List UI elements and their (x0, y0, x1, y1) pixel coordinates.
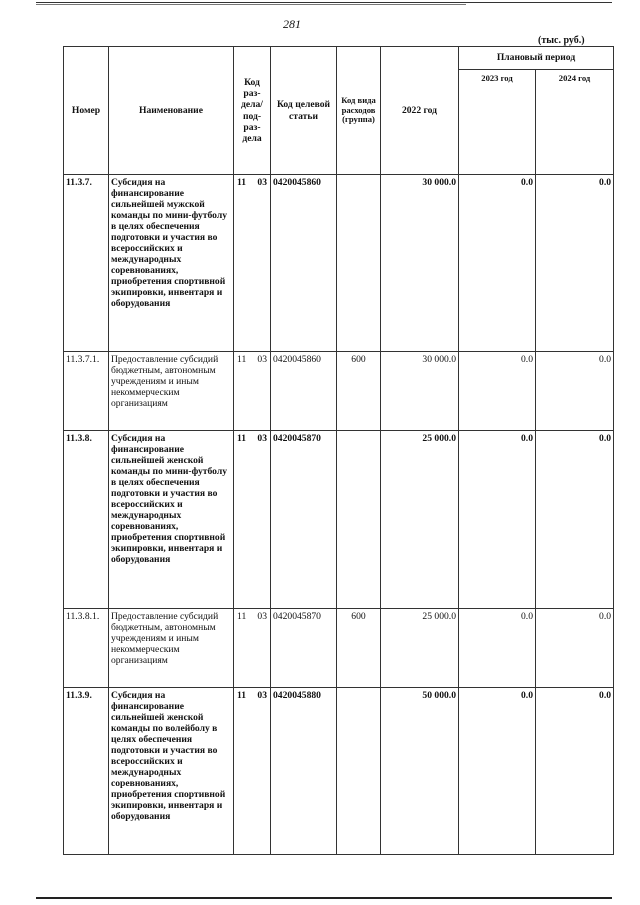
cell-2022: 25 000.0 (381, 609, 459, 688)
header-2023: 2023 год (459, 70, 536, 175)
budget-table (63, 46, 614, 855)
header-kod-razdela: Код раз-дела/ под-раз-дела (234, 47, 271, 175)
cell-vid: 600 (337, 352, 381, 431)
top-rule (36, 2, 612, 3)
cell-2023: 0.0 (459, 175, 536, 352)
cell-nomer: 11.3.8.1. (64, 609, 109, 688)
bottom-rule (36, 897, 612, 899)
cell-statya: 0420045880 (271, 688, 337, 855)
table-row (64, 609, 614, 688)
header-2022: 2022 год (381, 47, 459, 175)
header-2024: 2024 год (536, 70, 614, 175)
cell-2022: 30 000.0 (381, 175, 459, 352)
header-row (64, 47, 614, 70)
cell-name: Субсидия на финансирование сильнейшей женской команды по волейболу в целях обеспечения подготовки и участия во всероссийских и международных соревнованиях, приобретения спортивной экипировки, инвентаря и оборудования (109, 688, 234, 855)
header-planovy-period: Плановый период (459, 47, 614, 70)
cell-statya: 0420045860 (271, 175, 337, 352)
cell-razdel-code: 11 (237, 177, 247, 188)
table-row (64, 688, 614, 855)
cell-2023: 0.0 (459, 352, 536, 431)
table-row (64, 175, 614, 352)
cell-2023: 0.0 (459, 609, 536, 688)
cell-razdel-code: 11 (237, 433, 247, 444)
cell-razdel (234, 688, 271, 855)
header-kod-vida: Код вида расходов (группа) (337, 47, 381, 175)
cell-2024: 0.0 (536, 352, 614, 431)
cell-nomer: 11.3.7. (64, 175, 109, 352)
cell-razdel (234, 352, 271, 431)
header-nomer: Номер (64, 47, 109, 175)
cell-vid (337, 175, 381, 352)
cell-razdel-code: 11 (237, 354, 247, 365)
cell-name: Предоставление субсидий бюджетным, автономным учреждениям и иным некоммерческим организациям (109, 609, 234, 688)
cell-vid (337, 431, 381, 609)
cell-2023: 0.0 (459, 431, 536, 609)
cell-razdel (234, 175, 271, 352)
cell-nomer: 11.3.8. (64, 431, 109, 609)
cell-2022: 30 000.0 (381, 352, 459, 431)
table-row (64, 431, 614, 609)
cell-2023: 0.0 (459, 688, 536, 855)
cell-razdel-code: 11 (237, 611, 247, 622)
cell-2022: 25 000.0 (381, 431, 459, 609)
header-naimenovanie: Наименование (109, 47, 234, 175)
unit-label: (тыс. руб.) (538, 35, 585, 46)
cell-razdel (234, 431, 271, 609)
cell-podrazdel-code: 03 (257, 433, 267, 444)
cell-nomer: 11.3.9. (64, 688, 109, 855)
cell-razdel-code: 11 (237, 690, 247, 701)
cell-statya: 0420045860 (271, 352, 337, 431)
top-rule-secondary (36, 4, 466, 5)
cell-razdel (234, 609, 271, 688)
cell-2024: 0.0 (536, 688, 614, 855)
page-number: 281 (283, 17, 301, 31)
cell-podrazdel-code: 03 (257, 354, 267, 365)
cell-podrazdel-code: 03 (257, 177, 267, 188)
cell-nomer: 11.3.7.1. (64, 352, 109, 431)
cell-2024: 0.0 (536, 431, 614, 609)
cell-2024: 0.0 (536, 175, 614, 352)
cell-podrazdel-code: 03 (257, 611, 267, 622)
cell-2022: 50 000.0 (381, 688, 459, 855)
table-row (64, 352, 614, 431)
cell-statya: 0420045870 (271, 431, 337, 609)
cell-name: Предоставление субсидий бюджетным, автономным учреждениям и иным некоммерческим организациям (109, 352, 234, 431)
cell-vid: 600 (337, 609, 381, 688)
cell-2024: 0.0 (536, 609, 614, 688)
cell-vid (337, 688, 381, 855)
cell-name: Субсидия на финансирование сильнейшей мужской команды по мини-футболу в целях обеспечения подготовки и участия во всероссийских и международных соревнованиях, приобретения спортивной экипировки, инвентаря и оборудования (109, 175, 234, 352)
cell-statya: 0420045870 (271, 609, 337, 688)
cell-name: Субсидия на финансирование сильнейшей женской команды по мини-футболу в целях обеспечения подготовки и участия во всероссийских и международных соревнованиях, приобретения спортивной экипировки, инвентаря и оборудования (109, 431, 234, 609)
cell-podrazdel-code: 03 (257, 690, 267, 701)
header-kod-statyi: Код целевой статьи (271, 47, 337, 175)
